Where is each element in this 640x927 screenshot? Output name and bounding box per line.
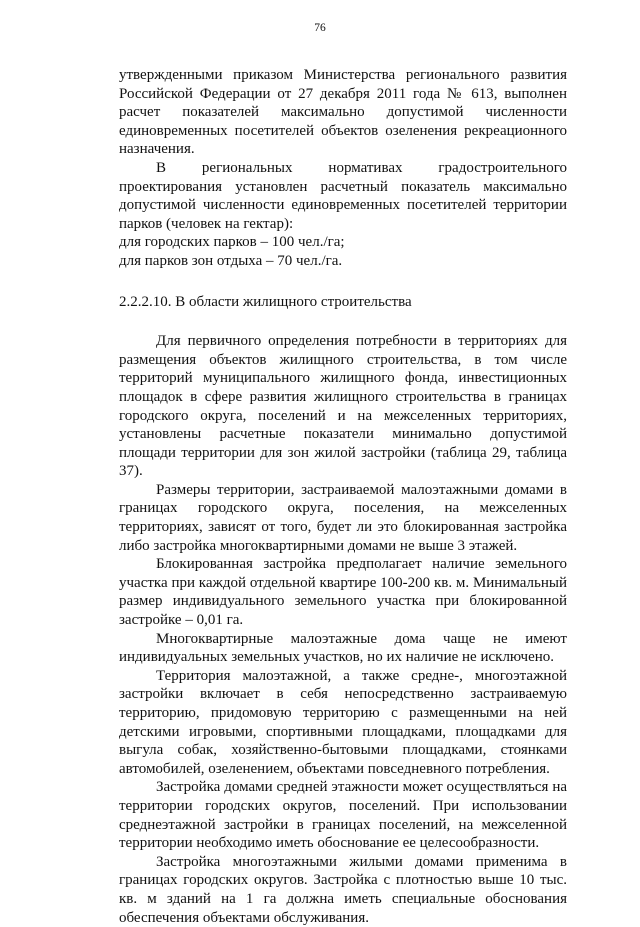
section-heading: 2.2.2.10. В области жилищного строительства [119, 293, 412, 310]
page-number: 76 [314, 22, 326, 34]
paragraph-highrise: Застройка многоэтажными жилыми домами применима в границах городских округов. Застройка с плотностью выше 10 тыс. кв. м зданий на 1 га должна иметь специальные обоснования обеспечения объектами обслуживания. [119, 853, 567, 926]
paragraph-blocked-housing: Блокированная застройка предполагает наличие земельного участка при каждой отдельной квартире 100-200 кв. м. Минимальный размер индивидуального земельного участка при блокированной застройке – 0,01 га. [119, 556, 567, 629]
paragraph-midrise: Застройка домами средней этажности может осуществляться на территории городских округов, поселений. При использовании среднеэтажной застройки в границах поселений, на межселенной территории необходимо иметь обоснование ее целесообразности. [119, 779, 567, 852]
paragraph-multiapartment: Многоквартирные малоэтажные дома чаще не имеют индивидуальных земельных участков, но их наличие не исключено. [119, 630, 567, 666]
list-item-recreation-parks: для парков зон отдыха – 70 чел./га. [119, 252, 343, 269]
list-item-city-parks: для городских парков – 100 чел./га; [119, 234, 345, 251]
paragraph-lowrise-sizes: Размеры территории, застраиваемой малоэтажными домами в границах городского округа, поселения, на межселенных территориях, зависят от того, будет ли это блокированная застройка либо застройка многоквартирными домами не выше 3 этажей. [119, 481, 567, 554]
paragraph-territory: Территория малоэтажной, а также средне-, многоэтажной застройки включает в себя непосредственно застраиваемую территорию, придомовую территорию с размещенными на ней детскими игровыми, спортивными площадками, площадками для выгула собак, хозяйственно-бытовыми площадками, стоянками автомобилей, озеленением, объектами повседневного потребления. [119, 667, 567, 777]
paragraph-housing-needs: Для первичного определения потребности в территориях для размещения объектов жилищного строительства, в том числе территорий муниципального жилищного фонда, инвестиционных площадок в сфере развития жилищного строительства в границах городского округа, поселений и на межселенных территориях, установлены расчетные показатели минимально допустимой площади территории для зон жилой застройки (таблица 29, таблица 37). [119, 333, 567, 480]
document-body [119, 66, 567, 927]
paragraph-continuation: утвержденными приказом Министерства регионального развития Российской Федерации от 27 декабря 2011 года № 613, выполнен расчет показателей максимально допустимой численности единовременных посетителей объектов озеленения рекреационного назначения. [119, 67, 567, 158]
paragraph-regional-norms: В региональных нормативах градостроительного проектирования установлен расчетный показатель максимально допустимой численности единовременных посетителей территории парков (человек на гектар): [119, 159, 567, 232]
list [119, 233, 567, 270]
